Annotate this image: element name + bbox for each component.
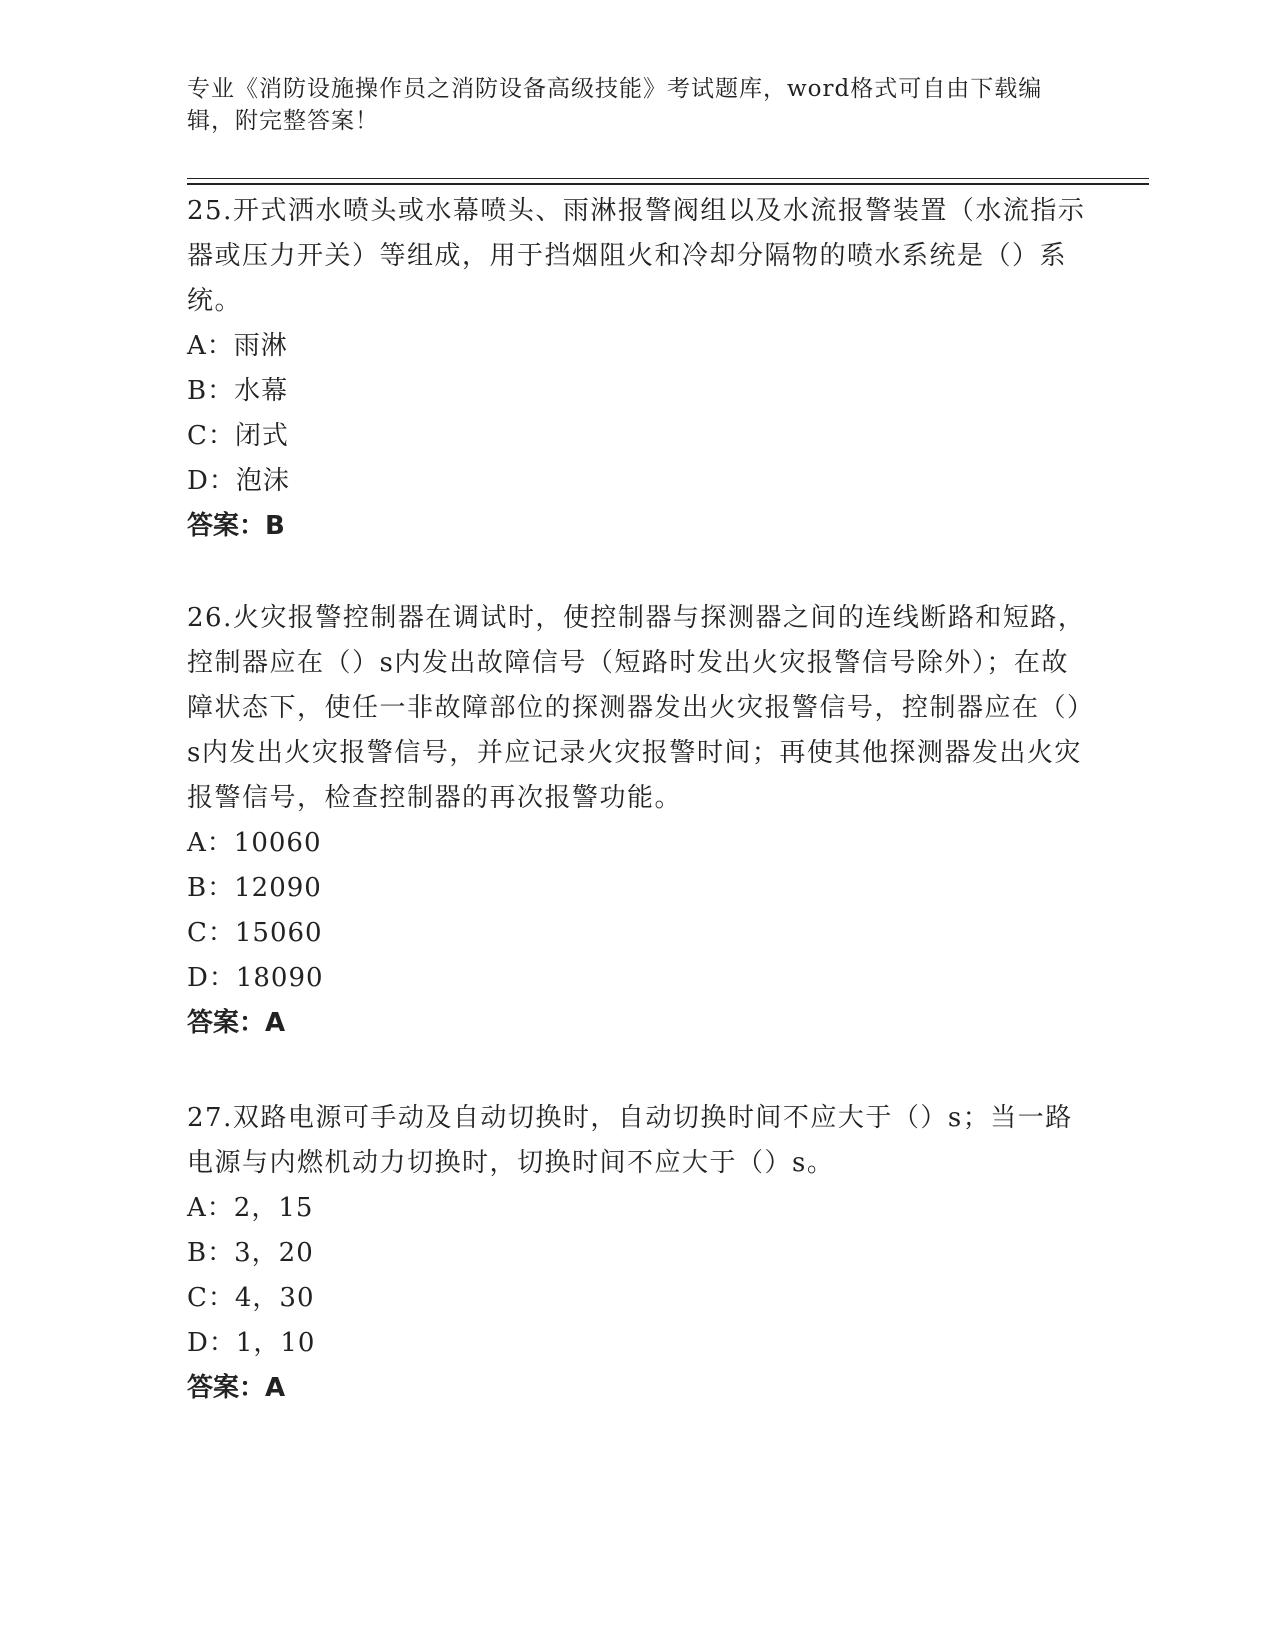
option-b: B：3，20: [187, 1238, 314, 1268]
option-a: A：10060: [187, 828, 322, 858]
option-c: C：4，30: [187, 1283, 315, 1313]
option-c: C：闭式: [187, 421, 289, 451]
option-d: D：泡沫: [187, 466, 290, 496]
option-a: A：雨淋: [187, 331, 288, 361]
option-d: D：1，10: [187, 1328, 316, 1358]
answer-label: 答案：A: [187, 1008, 286, 1038]
option-c: C：15060: [187, 918, 323, 948]
question-stem: 25.开式洒水喷头或水幕喷头、雨淋报警阀组以及水流报警装置（水流指示器或压力开关）等组成，用于挡烟阻火和冷却分隔物的喷水系统是（）系统。: [187, 196, 1086, 316]
option-a: A：2，15: [187, 1193, 314, 1223]
page-header-text: 专业《消防设施操作员之消防设备高级技能》考试题库，word格式可自由下载编辑，附完整答案！: [187, 76, 1043, 134]
header-divider-thick: [187, 183, 1149, 185]
option-d: D：18090: [187, 963, 324, 993]
header-divider-thin: [187, 178, 1149, 179]
option-b: B：12090: [187, 873, 322, 903]
answer-label: 答案：A: [187, 1373, 286, 1403]
option-b: B：水幕: [187, 376, 289, 406]
question-26: [187, 596, 1087, 1046]
question-stem: 26.火灾报警控制器在调试时，使控制器与探测器之间的连线断路和短路，控制器应在（）s内发出故障信号（短路时发出火灾报警信号除外）；在故障状态下，使任一非故障部位的探测器发出火灾报警信号，控制器应在（）s内发出火灾报警信号，并应记录火灾报警时间；再使其他探测器发出火灾报警信号，检查控制器的再次报警功能。: [187, 603, 1086, 813]
question-stem: 27.双路电源可手动及自动切换时，自动切换时间不应大于（）s；当一路电源与内燃机动力切换时，切换时间不应大于（）s。: [187, 1103, 1073, 1178]
question-27: [187, 1096, 1087, 1411]
question-25: [187, 189, 1087, 549]
answer-label: 答案：B: [187, 511, 285, 541]
